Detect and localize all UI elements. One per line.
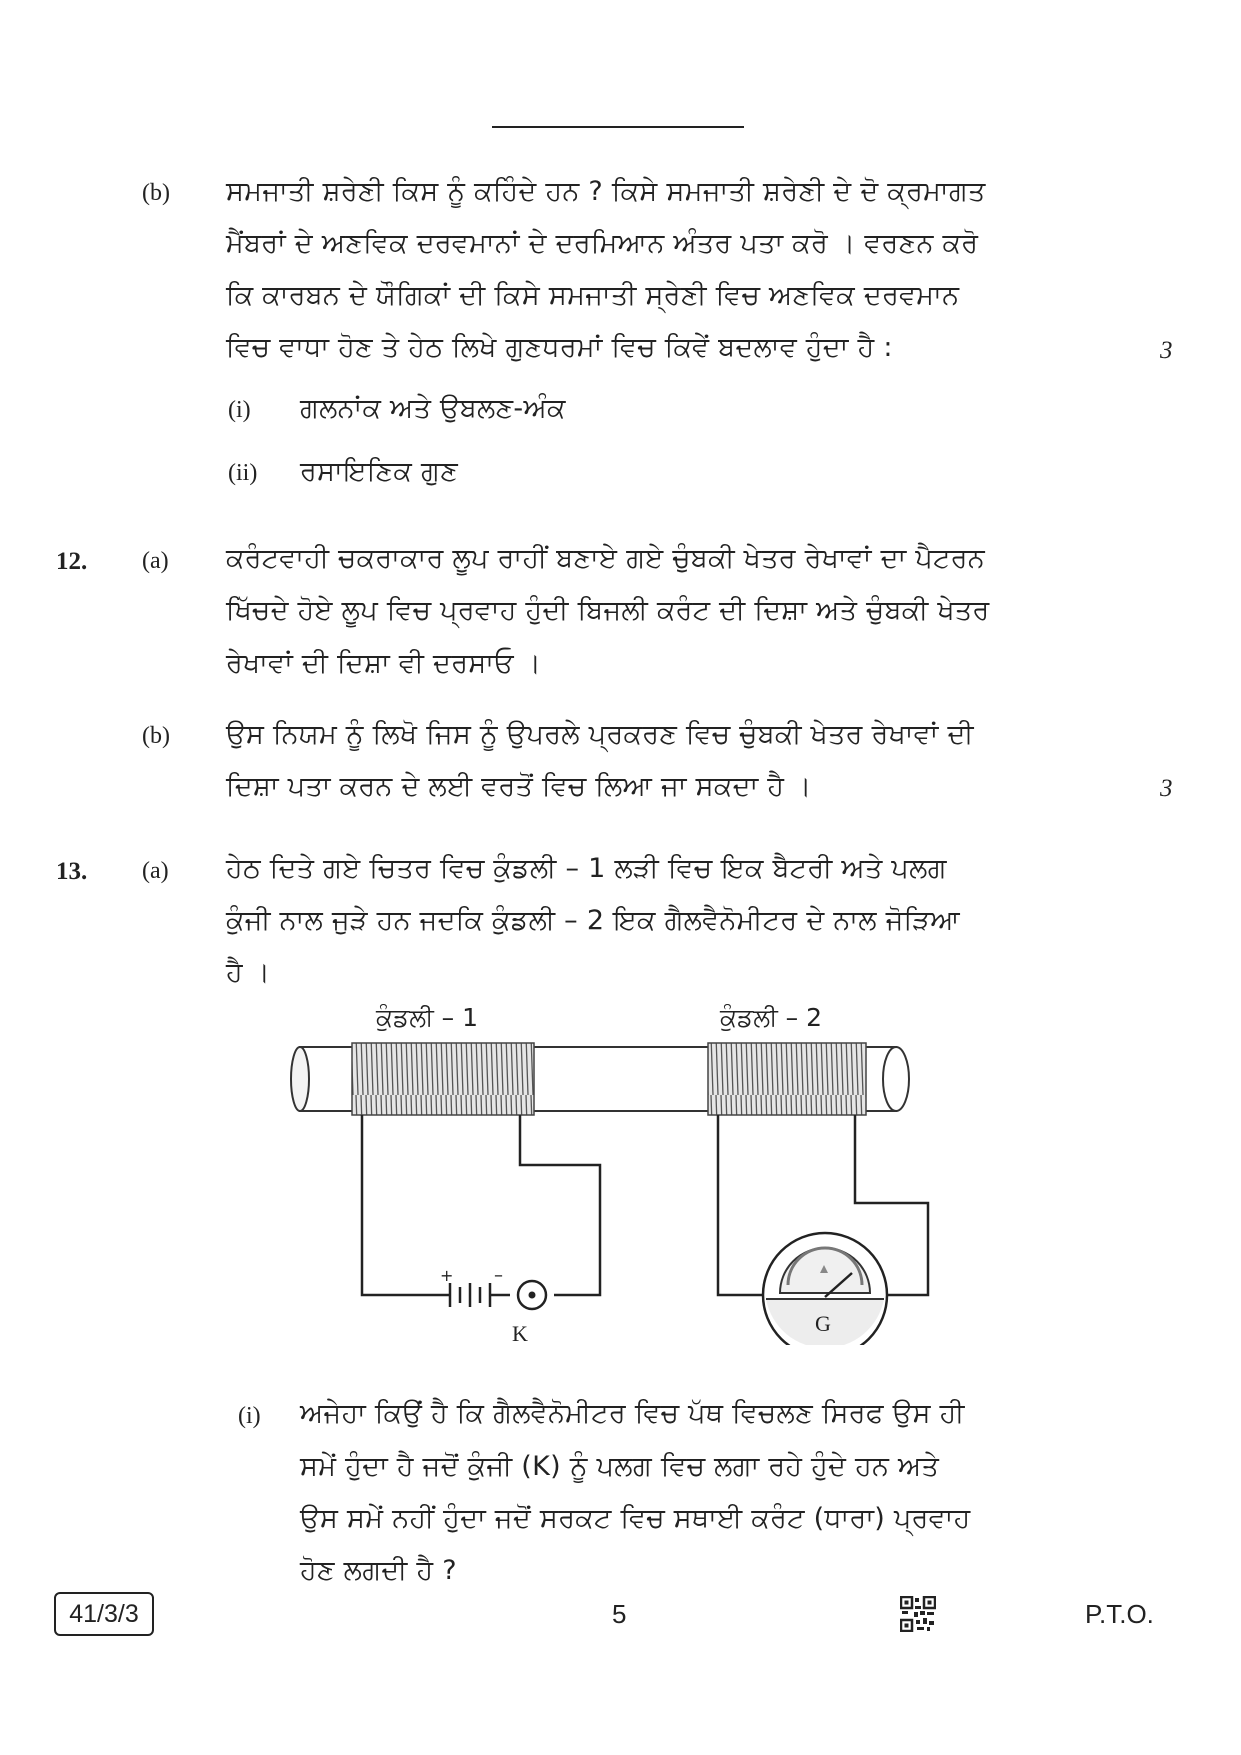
galvanometer-label: G <box>815 1311 831 1336</box>
circuit-1-wires <box>362 1115 600 1295</box>
q12b-line-1: ਉਸ ਨਿਯਮ ਨੂੰ ਲਿਖੋ ਜਿਸ ਨੂੰ ਉਪਰਲੇ ਪ੍ਰਕਰਣ ਵਿਚ ਚੁੰਬਕੀ ਖੇਤਰ ਰੇਖਾਵਾਂ ਦੀ <box>226 719 974 750</box>
page-number: 5 <box>612 1599 627 1629</box>
q13-sub-i-line-1: ਅਜੇਹਾ ਕਿਉਂ ਹੈ ਕਿ ਗੈਲਵੈਨੋਮੀਟਰ ਵਿਚ ਪੱਥ ਵਿਚਲਣ ਸਿਰਫ ਉਸ ਹੀ <box>300 1398 965 1429</box>
q11b-sub-ii-text: ਰਸਾਇਣਿਕ ਗੁਣ <box>300 456 458 487</box>
q12a-part-label: (a) <box>142 548 169 574</box>
q13-sub-i-label: (i) <box>238 1403 261 1429</box>
q12b-line-2: ਦਿਸ਼ਾ ਪਤਾ ਕਰਨ ਦੇ ਲਈ ਵਰਤੋਂ ਵਿਚ ਲਿਆ ਜਾ ਸਕਦਾ ਹੈ । <box>226 771 812 802</box>
q11b-part-label: (b) <box>142 180 170 206</box>
coil-1-windings <box>352 1043 534 1115</box>
q13a-line-3: ਹੈ । <box>226 957 271 988</box>
q13a-line-2: ਕੁੰਜੀ ਨਾਲ ਜੁੜੇ ਹਨ ਜਦਕਿ ਕੁੰਡਲੀ – 2 ਇਕ ਗੈਲਵੈਨੋਮੀਟਰ ਦੇ ਨਾਲ ਜੋੜਿਆ <box>226 905 960 936</box>
q13a-line-1: ਹੇਠ ਦਿਤੇ ਗਏ ਚਿਤਰ ਵਿਚ ਕੁੰਡਲੀ – 1 ਲੜੀ ਵਿਚ ਇਕ ਬੈਟਰੀ ਅਤੇ ਪਲਗ <box>226 853 947 884</box>
please-turn-over: P.T.O. <box>1085 1599 1154 1629</box>
q13-number: 13. <box>56 858 88 885</box>
battery-plus-sign: + <box>440 1266 454 1285</box>
q13-sub-i-line-4: ਹੋਣ ਲਗਦੀ ਹੈ ? <box>300 1555 457 1586</box>
coil-circuit-diagram <box>290 1035 930 1345</box>
q11b-line-2: ਮੈਂਬਰਾਂ ਦੇ ਅਣਵਿਕ ਦਰਵਮਾਨਾਂ ਦੇ ਦਰਮਿਆਨ ਅੰਤਰ ਪਤਾ ਕਰੋ । ਵਰਣਨ ਕਰੋ <box>226 228 979 259</box>
q13-sub-i-line-3: ਉਸ ਸਮੇਂ ਨਹੀਂ ਹੁੰਦਾ ਜਦੋਂ ਸਰਕਟ ਵਿਚ ਸਥਾਈ ਕਰੰਟ (ਧਾਰਾ) ਪ੍ਰਵਾਹ <box>300 1503 971 1534</box>
q11b-sub-i-label: (i) <box>228 397 251 423</box>
q13-sub-i-line-2: ਸਮੇਂ ਹੁੰਦਾ ਹੈ ਜਦੋਂ ਕੁੰਜੀ (K) ਨੂੰ ਪਲਗ ਵਿਚ ਲਗਾ ਰਹੇ ਹੁੰਦੇ ਹਨ ਅਤੇ <box>300 1451 940 1482</box>
q11b-marks: 3 <box>1160 337 1173 364</box>
battery-minus-sign: – <box>494 1265 503 1286</box>
q12a-line-3: ਰੇਖਾਵਾਂ ਦੀ ਦਿਸ਼ਾ ਵੀ ਦਰਸਾਓ । <box>226 648 542 679</box>
q12-marks: 3 <box>1160 775 1173 802</box>
q11b-sub-i-text: ਗਲਨਾਂਕ ਅਤੇ ਉਬਲਣ-ਅੰਕ <box>300 393 566 424</box>
plug-key-icon <box>518 1281 546 1309</box>
coil-1-label: ਕੁੰਡਲੀ – 1 <box>376 1003 479 1032</box>
key-label: K <box>512 1321 528 1345</box>
qr-code-icon <box>900 1596 936 1632</box>
battery-icon <box>450 1283 490 1307</box>
q11b-line-4: ਵਿਚ ਵਾਧਾ ਹੋਣ ਤੇ ਹੇਠ ਲਿਖੇ ਗੁਣਧਰਮਾਂ ਵਿਚ ਕਿਵੇਂ ਬਦਲਾਵ ਹੁੰਦਾ ਹੈ : <box>226 332 893 363</box>
q12a-line-2: ਖਿੱਚਦੇ ਹੋਏ ਲੂਪ ਵਿਚ ਪ੍ਰਵਾਹ ਹੁੰਦੀ ਬਿਜਲੀ ਕਰੰਟ ਦੀ ਦਿਸ਼ਾ ਅਤੇ ਚੁੰਬਕੀ ਖੇਤਰ <box>226 595 990 626</box>
paper-code-badge: 41/3/3 <box>54 1592 154 1636</box>
q12b-part-label: (b) <box>142 723 170 749</box>
q11b-sub-ii-label: (ii) <box>228 460 258 486</box>
q11b-line-3: ਕਿ ਕਾਰਬਨ ਦੇ ਯੌਗਿਕਾਂ ਦੀ ਕਿਸੇ ਸਮਜਾਤੀ ਸ੍ਰੇਣੀ ਵਿਚ ਅਣਵਿਕ ਦਰਵਮਾਨ <box>226 280 960 311</box>
coil-2-windings <box>708 1043 866 1115</box>
q13a-part-label: (a) <box>142 858 169 884</box>
q12-number: 12. <box>56 548 88 575</box>
q12a-line-1: ਕਰੰਟਵਾਹੀ ਚਕਰਾਕਾਰ ਲੂਪ ਰਾਹੀਂ ਬਣਾਏ ਗਏ ਚੁੰਬਕੀ ਖੇਤਰ ਰੇਖਾਵਾਂ ਦਾ ਪੈਟਰਨ <box>226 543 985 574</box>
top-separator <box>492 126 744 128</box>
q11b-line-1: ਸਮਜਾਤੀ ਸ਼ਰੇਣੀ ਕਿਸ ਨੂੰ ਕਹਿੰਦੇ ਹਨ ? ਕਿਸੇ ਸਮਜਾਤੀ ਸ਼ਰੇਣੀ ਦੇ ਦੋ ਕ੍ਰਮਾਗਤ <box>226 176 986 207</box>
coil-2-label: ਕੁੰਡਲੀ – 2 <box>720 1003 823 1032</box>
